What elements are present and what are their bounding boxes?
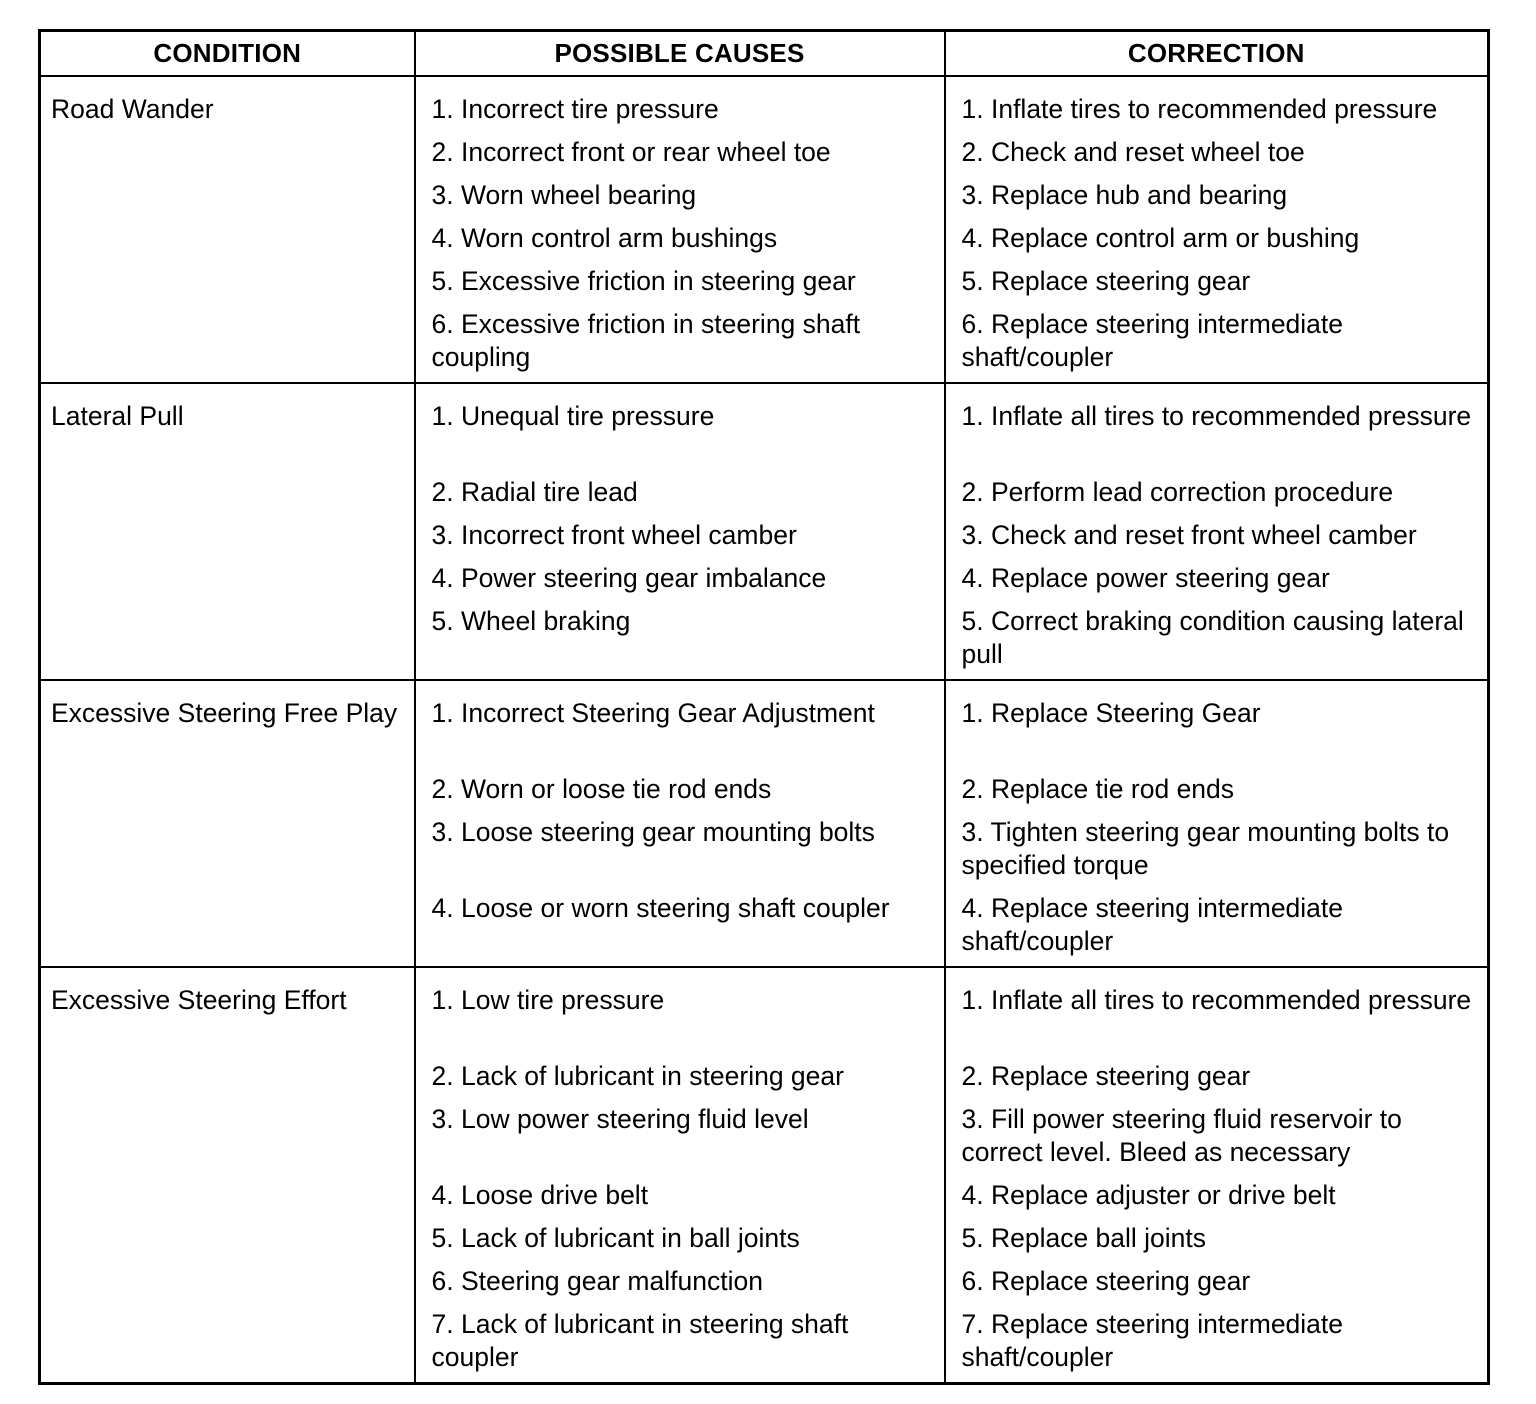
header-correction: CORRECTION bbox=[945, 31, 1489, 77]
cause-item: 5. Excessive friction in steering gear bbox=[431, 266, 856, 296]
header-condition: CONDITION bbox=[40, 31, 415, 77]
cause-item: 1. Low tire pressure bbox=[431, 985, 665, 1015]
table-row bbox=[40, 967, 1489, 1384]
correction-item: 6. Replace steering gear bbox=[961, 1266, 1251, 1296]
causes-cell bbox=[415, 76, 945, 383]
header-row bbox=[40, 31, 1489, 77]
correction-item: 3. Tighten steering gear mounting bolts to specified torque bbox=[961, 817, 1450, 880]
causes-cell bbox=[415, 680, 945, 967]
cause-item: 4. Loose or worn steering shaft coupler bbox=[431, 893, 890, 923]
cause-item: 3. Worn wheel bearing bbox=[431, 180, 697, 210]
correction-item: 2. Check and reset wheel toe bbox=[961, 137, 1305, 167]
correction-item: 6. Replace steering intermediate shaft/coupler bbox=[961, 309, 1344, 372]
table-row bbox=[40, 76, 1489, 383]
cause-item: 5. Wheel braking bbox=[431, 606, 631, 636]
condition-cell: Lateral Pull bbox=[40, 383, 415, 680]
condition-cell: Excessive Steering Free Play bbox=[40, 680, 415, 967]
cause-item: 4. Loose drive belt bbox=[431, 1180, 649, 1210]
correction-item: 5. Replace steering gear bbox=[961, 266, 1251, 296]
correction-item: 1. Inflate tires to recommended pressure bbox=[961, 94, 1438, 124]
correction-item: 4. Replace adjuster or drive belt bbox=[961, 1180, 1336, 1210]
correction-item: 5. Replace ball joints bbox=[961, 1223, 1207, 1253]
cause-item: 3. Low power steering fluid level bbox=[431, 1104, 809, 1134]
correction-item: 1. Inflate all tires to recommended pressure bbox=[961, 985, 1472, 1015]
correction-item: 4. Replace power steering gear bbox=[961, 563, 1330, 593]
condition-cell: Excessive Steering Effort bbox=[40, 967, 415, 1384]
cause-item: 3. Incorrect front wheel camber bbox=[431, 520, 797, 550]
diagnosis-table bbox=[38, 29, 1490, 1385]
cause-item: 1. Incorrect tire pressure bbox=[431, 94, 719, 124]
correction-item: 2. Replace tie rod ends bbox=[961, 774, 1235, 804]
cause-item: 2. Incorrect front or rear wheel toe bbox=[431, 137, 831, 167]
correction-item: 1. Inflate all tires to recommended pressure bbox=[961, 401, 1472, 431]
header-possible-causes: POSSIBLE CAUSES bbox=[415, 31, 945, 77]
cause-item: 5. Lack of lubricant in ball joints bbox=[431, 1223, 800, 1253]
correction-item: 3. Replace hub and bearing bbox=[961, 180, 1288, 210]
correction-item: 1. Replace Steering Gear bbox=[961, 698, 1261, 728]
correction-item: 7. Replace steering intermediate shaft/coupler bbox=[961, 1309, 1344, 1372]
correction-item: 4. Replace control arm or bushing bbox=[961, 223, 1360, 253]
cause-item: 2. Radial tire lead bbox=[431, 477, 638, 507]
cause-item: 1. Unequal tire pressure bbox=[431, 401, 715, 431]
correction-item: 3. Check and reset front wheel camber bbox=[961, 520, 1417, 550]
table-row bbox=[40, 680, 1489, 967]
correction-item: 3. Fill power steering fluid reservoir to correct level. Bleed as necessary bbox=[961, 1104, 1402, 1167]
condition-cell: Road Wander bbox=[40, 76, 415, 383]
corrections-cell bbox=[945, 383, 1489, 680]
cause-item: 4. Power steering gear imbalance bbox=[431, 563, 827, 593]
cause-item: 2. Lack of lubricant in steering gear bbox=[431, 1061, 844, 1091]
cause-item: 6. Steering gear malfunction bbox=[431, 1266, 763, 1296]
correction-item: 2. Replace steering gear bbox=[961, 1061, 1251, 1091]
causes-cell bbox=[415, 967, 945, 1384]
cause-item: 3. Loose steering gear mounting bolts bbox=[431, 817, 875, 847]
cause-item: 4. Worn control arm bushings bbox=[431, 223, 778, 253]
cause-item: 2. Worn or loose tie rod ends bbox=[431, 774, 772, 804]
corrections-cell bbox=[945, 967, 1489, 1384]
corrections-cell bbox=[945, 76, 1489, 383]
correction-item: 4. Replace steering intermediate shaft/coupler bbox=[961, 893, 1344, 956]
cause-item: 6. Excessive friction in steering shaft coupling bbox=[431, 309, 861, 372]
cause-item: 1. Incorrect Steering Gear Adjustment bbox=[431, 698, 875, 728]
cause-item: 7. Lack of lubricant in steering shaft coupler bbox=[431, 1309, 849, 1372]
corrections-cell bbox=[945, 680, 1489, 967]
table-row bbox=[40, 383, 1489, 680]
causes-cell bbox=[415, 383, 945, 680]
correction-item: 5. Correct braking condition causing lateral pull bbox=[961, 606, 1464, 669]
correction-item: 2. Perform lead correction procedure bbox=[961, 477, 1394, 507]
